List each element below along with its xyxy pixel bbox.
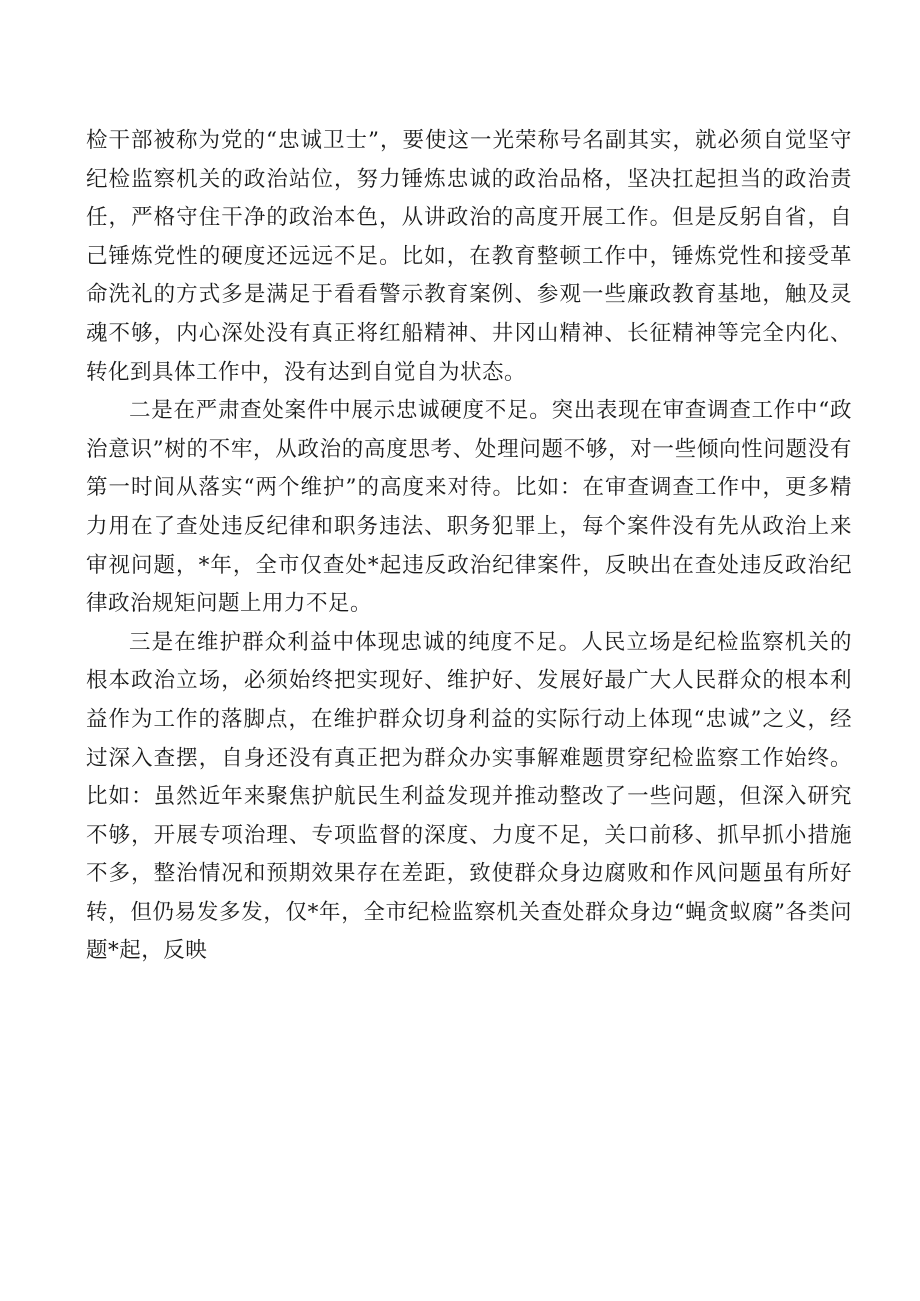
document-body [86, 122, 852, 971]
paragraph-continuation: 检干部被称为党的“忠诚卫士”，要使这一光荣称号名副其实，就必须自觉坚守纪检监察机关的政治站位，努力锤炼忠诚的政治品格，坚决扛起担当的政治责任，严格守住干净的政治本色，从讲政治的高度开展工作。但是反躬自省，自己锤炼党性的硬度还远远不足。比如，在教育整顿工作中，锤炼党性和接受革命洗礼的方式多是满足于看看警示教育案例、参观一些廉政教育基地，触及灵魂不够，内心深处没有真正将红船精神、井冈山精神、长征精神等完全内化、转化到具体工作中，没有达到自觉自为状态。 [86, 128, 852, 385]
paragraph-point-three: 三是在维护群众利益中体现忠诚的纯度不足。人民立场是纪检监察机关的根本政治立场，必须始终把实现好、维护好、发展好最广大人民群众的根本利益作为工作的落脚点，在维护群众切身利益的实际行动上体现“忠诚”之义，经过深入查摆，自身还没有真正把为群众办实事解难题贯穿纪检监察工作始终。比如：虽然近年来聚焦护航民生利益发现并推动整改了一些问题，但深入研究不够，开展专项治理、专项监督的深度、力度不足，关口前移、抓早抓小措施不多，整治情况和预期效果存在差距，致使群众身边腐败和作风问题虽有所好转，但仍易发多发，仅*年，全市纪检监察机关查处群众身边“蝇贪蚁腐”各类问题*起，反映 [86, 629, 852, 964]
paragraph-point-two: 二是在严肃查处案件中展示忠诚硬度不足。突出表现在审查调查工作中“政治意识”树的不牢，从政治的高度思考、处理问题不够，对一些倾向性问题没有第一时间从落实“两个维护”的高度来对待。比如：在审查调查工作中，更多精力用在了查处违反纪律和职务违法、职务犯罪上，每个案件没有先从政治上来审视问题，*年，全市仅查处*起违反政治纪律案件，反映出在查处违反政治纪律政治规矩问题上用力不足。 [86, 398, 852, 617]
